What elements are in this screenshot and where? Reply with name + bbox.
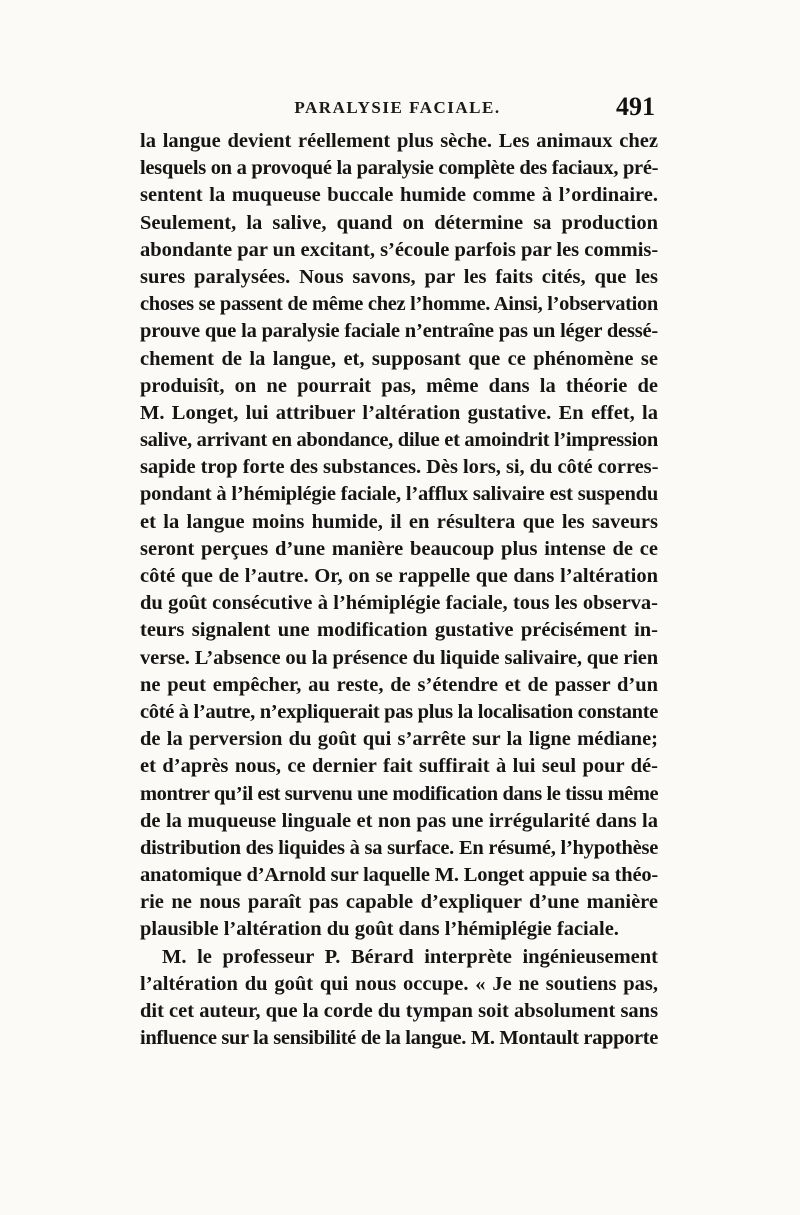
paragraph-end-line: plausible l’altération du goût dans l’hémiplégie faciale. (140, 918, 619, 941)
text-line: côté que de l’autre. Or, on se rappelle que dans l’altération (140, 565, 658, 587)
text-line: abondante par un excitant, s’écoule parfois par les commis- (140, 238, 658, 261)
text-line: choses se passent de même chez l’homme. Ainsi, l’observation (140, 293, 658, 316)
text-line: verse. L’absence ou la présence du liquide salivaire, que rien (140, 646, 658, 669)
text-line: anatomique d’Arnold sur laquelle M. Longet appuie sa théo- (140, 864, 658, 887)
text-line: ne peut empêcher, au reste, de s’étendre et de passer d’un (140, 673, 658, 696)
text-line: produisît, on ne pourrait pas, même dans la théorie de (140, 374, 658, 397)
text-line: rie ne nous paraît pas capable d’expliquer d’une manière (140, 891, 658, 914)
text-line: et d’après nous, ce dernier fait suffirait à lui seul pour dé- (140, 755, 658, 778)
text-line: sentent la muqueuse buccale humide comme à l’ordinaire. (140, 184, 658, 207)
text-line: de la perversion du goût qui s’arrête sur la ligne médiane; (140, 728, 658, 751)
paragraph-start-line: M. le professeur P. Bérard interprète ingénieusement (162, 945, 658, 968)
body-text (140, 128, 658, 1052)
text-line: de la muqueuse linguale et non pas une irrégularité dans la (140, 809, 658, 832)
text-line: prouve que la paralysie faciale n’entraîne pas un léger dessé- (140, 320, 658, 343)
text-line: la langue devient réellement plus sèche. Les animaux chez (140, 130, 658, 152)
page-number: 491 (616, 92, 655, 121)
text-line: pondant à l’hémiplégie faciale, l’afflux salivaire est suspendu (140, 483, 658, 506)
text-line: chement de la langue, et, supposant que ce phénomène se (140, 347, 658, 370)
text-line: montrer qu’il est survenu une modification dans le tissu même (140, 782, 658, 805)
text-line: dit cet auteur, que la corde du tympan soit absolument sans (140, 1000, 658, 1022)
text-line: influence sur la sensibilité de la langue. M. Montault rapporte (140, 1027, 658, 1050)
text-line: l’altération du goût qui nous occupe. « Je ne soutiens pas, (140, 972, 658, 995)
text-line: et la langue moins humide, il en résultera que les saveurs (140, 510, 658, 533)
text-line: salive, arrivant en abondance, dilue et amoindrit l’impression (140, 429, 658, 452)
text-line: sapide trop forte des substances. Dès lors, si, du côté corres- (140, 456, 658, 479)
text-line: du goût consécutive à l’hémiplégie faciale, tous les observa- (140, 592, 658, 615)
text-line: seront perçues d’une manière beaucoup plus intense de ce (140, 537, 658, 560)
text-line: Seulement, la salive, quand on détermine sa production (140, 211, 658, 234)
text-line: teurs signalent une modification gustative précisément in- (140, 619, 658, 642)
text-line: distribution des liquides à sa surface. En résumé, l’hypothèse (140, 836, 658, 859)
text-line: M. Longet, lui attribuer l’altération gustative. En effet, la (140, 401, 658, 424)
page-header (140, 92, 655, 122)
text-line: sures paralysées. Nous savons, par les faits cités, que les (140, 265, 658, 288)
running-title: PARALYSIE FACIALE. (294, 98, 501, 117)
text-line: lesquels on a provoqué la paralysie complète des faciaux, pré- (140, 157, 658, 180)
text-line: côté à l’autre, n’expliquerait pas plus la localisation constante (140, 700, 658, 723)
